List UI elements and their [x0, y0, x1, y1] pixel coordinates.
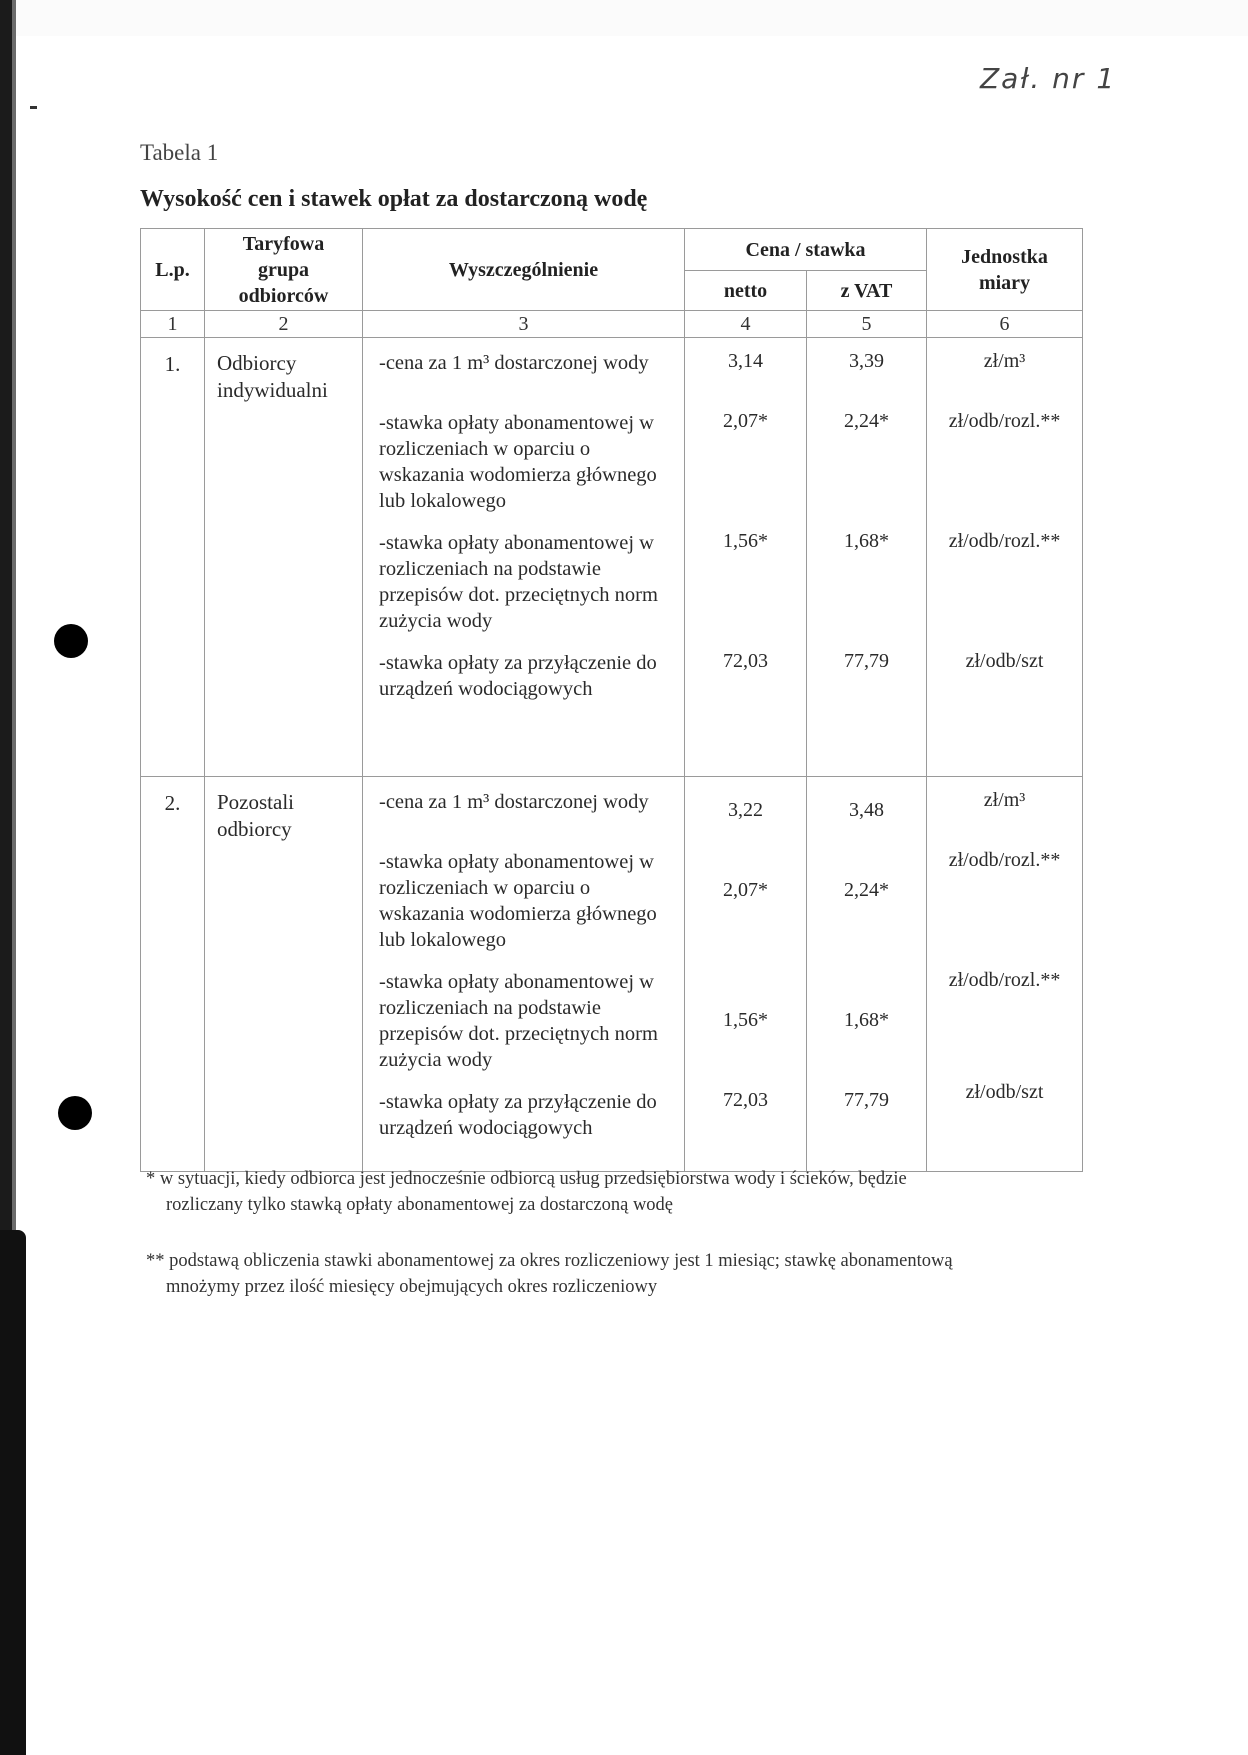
unit-value: zł/odb/szt: [965, 1081, 1044, 1103]
footnote-mark: **: [146, 1251, 165, 1271]
net-value: 3,22: [728, 799, 763, 821]
column-number: 5: [807, 311, 927, 338]
scan-artifact: [0, 1230, 26, 1755]
item-description: -stawka opłaty abonamentowej w rozliczeniach na podstawie przepisów dot. przeciętnych norm zużycia wody: [379, 971, 658, 1071]
table-caption: Tabela 1: [140, 140, 219, 165]
group-name: Odbiorcy indywidualni: [205, 338, 363, 777]
items-cell: [363, 777, 685, 1172]
item-description: -stawka opłaty za przyłączenie do urządzeń wodociągowych: [379, 1091, 657, 1139]
vat-value: 77,79: [844, 650, 889, 672]
unit-column: [927, 777, 1083, 1172]
header-price: Cena / stawka: [685, 229, 927, 271]
column-number: 4: [685, 311, 807, 338]
header-unit: Jednostka miary: [927, 229, 1083, 311]
items-cell: [363, 338, 685, 777]
unit-value: zł/odb/rozl.**: [948, 410, 1061, 432]
table-row: [141, 338, 1083, 777]
item-description: -stawka opłaty abonamentowej w rozliczeniach w oparciu o wskazania wodomierza głównego lub lokalowego: [379, 851, 657, 951]
item-description: -cena za 1 m³ dostarczonej wody: [379, 352, 649, 374]
footnote-text: mnożymy przez ilość miesięcy obejmujących okres rozliczeniowy: [166, 1277, 658, 1297]
vat-value: 2,24*: [844, 879, 889, 901]
unit-value: zł/odb/rozl.**: [948, 969, 1061, 991]
vat-value: 1,68*: [844, 530, 889, 552]
footnote-vat: [146, 1166, 1076, 1218]
net-column: [685, 777, 807, 1172]
unit-value: zł/odb/szt: [965, 650, 1044, 672]
net-value: 1,56*: [723, 530, 768, 552]
unit-value: zł/m³: [983, 350, 1026, 372]
column-number-row: [141, 311, 1083, 338]
footnote-text: podstawą obliczenia stawki abonamentowej za okres rozliczeniowy jest 1 miesiąc; stawkę abonamentową: [169, 1251, 953, 1271]
handwritten-annotation: Zał. nr 1: [980, 62, 1117, 95]
footnote-text: w sytuacji, kiedy odbiorca jest jednocześnie odbiorcą usług przedsiębiorstwa wody i ścieków, będzie: [159, 1169, 907, 1189]
vat-column: [807, 338, 927, 777]
unit-value: zł/odb/rozl.**: [948, 530, 1061, 552]
unit-value: zł/odb/rozl.**: [948, 849, 1061, 871]
item-description: -stawka opłaty abonamentowej w rozliczeniach na podstawie przepisów dot. przeciętnych norm zużycia wody: [379, 532, 658, 632]
punch-hole: [58, 1096, 92, 1130]
vat-value: 3,48: [849, 799, 884, 821]
vat-value: 3,39: [849, 350, 884, 372]
net-value: 72,03: [723, 1089, 768, 1111]
column-number: 6: [927, 311, 1083, 338]
vat-column: [807, 777, 927, 1172]
header-description: Wyszczególnienie: [363, 229, 685, 311]
group-name: Pozostali odbiorcy: [205, 777, 363, 1172]
net-value: 1,56*: [723, 1009, 768, 1031]
footnote-billing-period: [146, 1248, 1076, 1300]
header-net: netto: [685, 271, 807, 311]
net-value: 2,07*: [723, 410, 768, 432]
row-number: 1.: [141, 338, 205, 777]
footnote-mark: *: [146, 1169, 156, 1189]
scan-speck: [30, 106, 37, 109]
unit-value: zł/m³: [983, 789, 1026, 811]
header-lp: L.p.: [141, 229, 205, 311]
punch-hole: [54, 624, 88, 658]
header-vat: z VAT: [807, 271, 927, 311]
vat-value: 77,79: [844, 1089, 889, 1111]
net-value: 72,03: [723, 650, 768, 672]
column-number: 2: [205, 311, 363, 338]
item-description: -cena za 1 m³ dostarczonej wody: [379, 791, 649, 813]
document-title: Wysokość cen i stawek opłat za dostarczoną wodę: [140, 186, 648, 212]
footnote-text: rozliczany tylko stawką opłaty abonamentowej za dostarczoną wodę: [166, 1195, 674, 1215]
net-value: 2,07*: [723, 879, 768, 901]
column-number: 1: [141, 311, 205, 338]
vat-value: 2,24*: [844, 410, 889, 432]
item-description: -stawka opłaty abonamentowej w rozliczeniach w oparciu o wskazania wodomierza głównego lub lokalowego: [379, 412, 657, 512]
vat-value: 1,68*: [844, 1009, 889, 1031]
table-row: [141, 777, 1083, 1172]
rates-table: [140, 228, 1083, 1172]
item-description: -stawka opłaty za przyłączenie do urządzeń wodociągowych: [379, 652, 657, 700]
header-group: Taryfowa grupa odbiorców: [205, 229, 363, 311]
row-number: 2.: [141, 777, 205, 1172]
column-number: 3: [363, 311, 685, 338]
unit-column: [927, 338, 1083, 777]
scan-margin: [0, 0, 1248, 36]
net-column: [685, 338, 807, 777]
net-value: 3,14: [728, 350, 763, 372]
